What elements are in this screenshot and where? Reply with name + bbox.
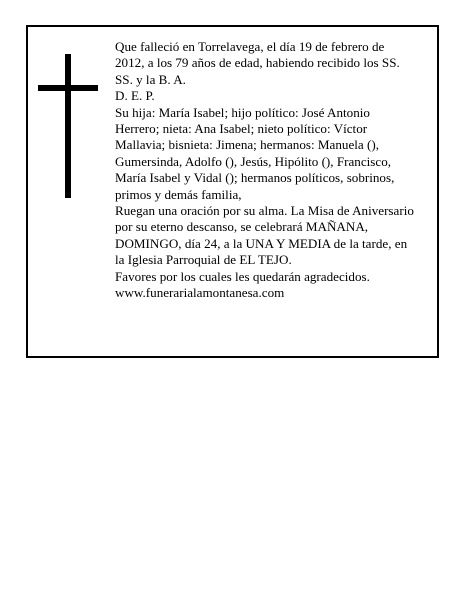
death-announcement: Que falleció en Torrelavega, el día 19 de febrero de 2012, a los 79 años de edad, habiendo recibido los SS. SS. y la B. A.	[115, 39, 400, 87]
cross-icon	[38, 54, 98, 198]
obituary-notice	[26, 25, 439, 358]
cross-vertical-bar	[65, 54, 71, 198]
mass-invitation: Ruegan una oración por su alma. La Misa de Aniversario por su eterno descanso, se celebrará MAÑANA, DOMINGO, día 24, a la UNA Y MEDIA de la tarde, en la Iglesia Parroquial de EL TEJO.	[115, 203, 414, 268]
notice-text	[115, 39, 415, 302]
rest-in-peace: D. E. P.	[115, 88, 155, 104]
funeral-home-website: www.funerarialamontanesa.com	[115, 285, 285, 301]
thanks-line: Favores por los cuales les quedarán agradecidos.	[115, 268, 370, 284]
family-list: Su hija: María Isabel; hijo político: José Antonio Herrero; nieta: Ana Isabel; nieto político: Víctor Mallavia; bisnieta: Jimena; hermanos: Manuela (), Gumersinda, Adolfo (), Jesús, Hipólito (), Francisco, María Isabel y Vidal (); hermanos políticos, sobrinos, primos y demás familia,	[115, 104, 395, 202]
cross-horizontal-bar	[38, 85, 98, 91]
